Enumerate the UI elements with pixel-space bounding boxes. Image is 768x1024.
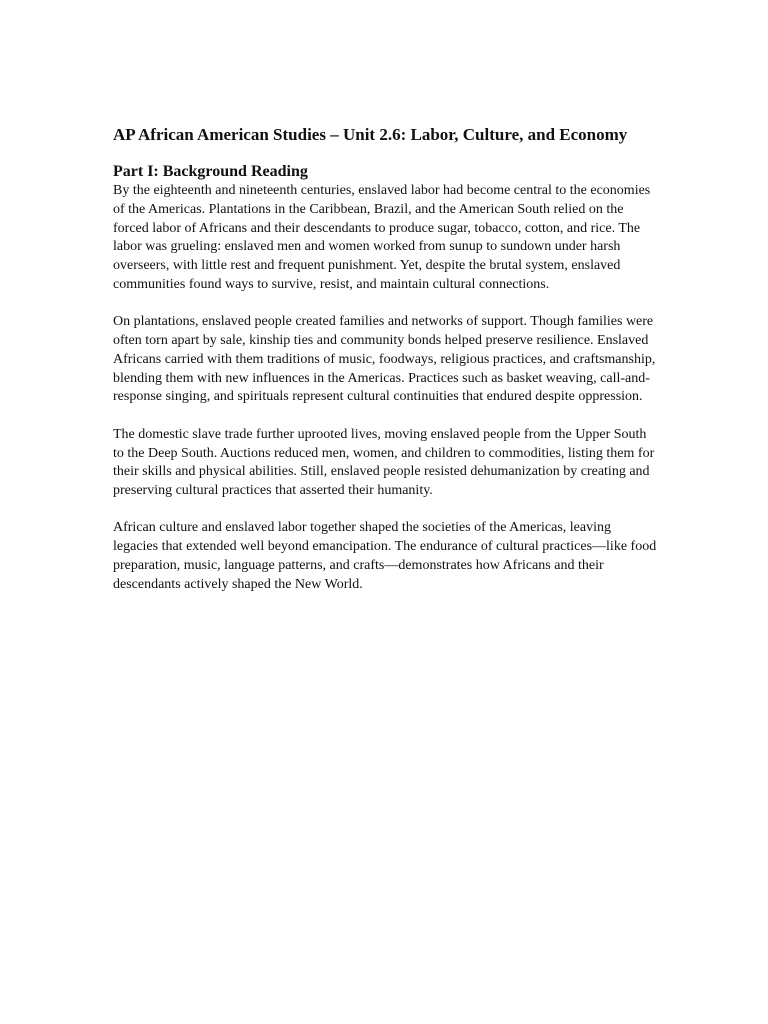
document-page xyxy=(113,124,658,613)
paragraph-plantations: On plantations, enslaved people created families and networks of support. Though families were often torn apart by sale, kinship ties and community bonds helped preserve resilience. Enslaved Africans carried with them traditions of music, foodways, religious practices, and craftsmanship, blending them with new influences in the Americas. Practices such as basket weaving, call-and-response singing, and spirituals represent cultural continuities that endured despite oppression. xyxy=(113,314,656,405)
section-heading: Part I: Background Reading xyxy=(113,163,308,180)
paragraph-domestic-trade: The domestic slave trade further uprooted lives, moving enslaved people from the Upper South to the Deep South. Auctions reduced men, women, and children to commodities, listing them for their skills and physical abilities. Still, enslaved people resisted dehumanization by creating and preserving cultural practices that asserted their humanity. xyxy=(113,426,655,499)
paragraph-labor: By the eighteenth and nineteenth centuries, enslaved labor had become central to the economies of the Americas. Plantations in the Caribbean, Brazil, and the American South relied on the forced labor of Africans and their descendants to produce sugar, tobacco, cotton, and rice. The labor was grueling: enslaved men and women worked from sunup to sundown under harsh overseers, with little rest and frequent punishment. Yet, despite the brutal system, enslaved communities found ways to survive, resist, and maintain cultural connections. xyxy=(113,183,651,292)
paragraph-legacies: African culture and enslaved labor together shaped the societies of the Americas, leaving legacies that extended well beyond emancipation. The endurance of cultural practices—like food preparation, music, language patterns, and crafts—demonstrates how Africans and their descendants actively shaped the New World. xyxy=(113,520,657,592)
document-title: AP African American Studies – Unit 2.6: Labor, Culture, and Economy xyxy=(113,125,628,144)
